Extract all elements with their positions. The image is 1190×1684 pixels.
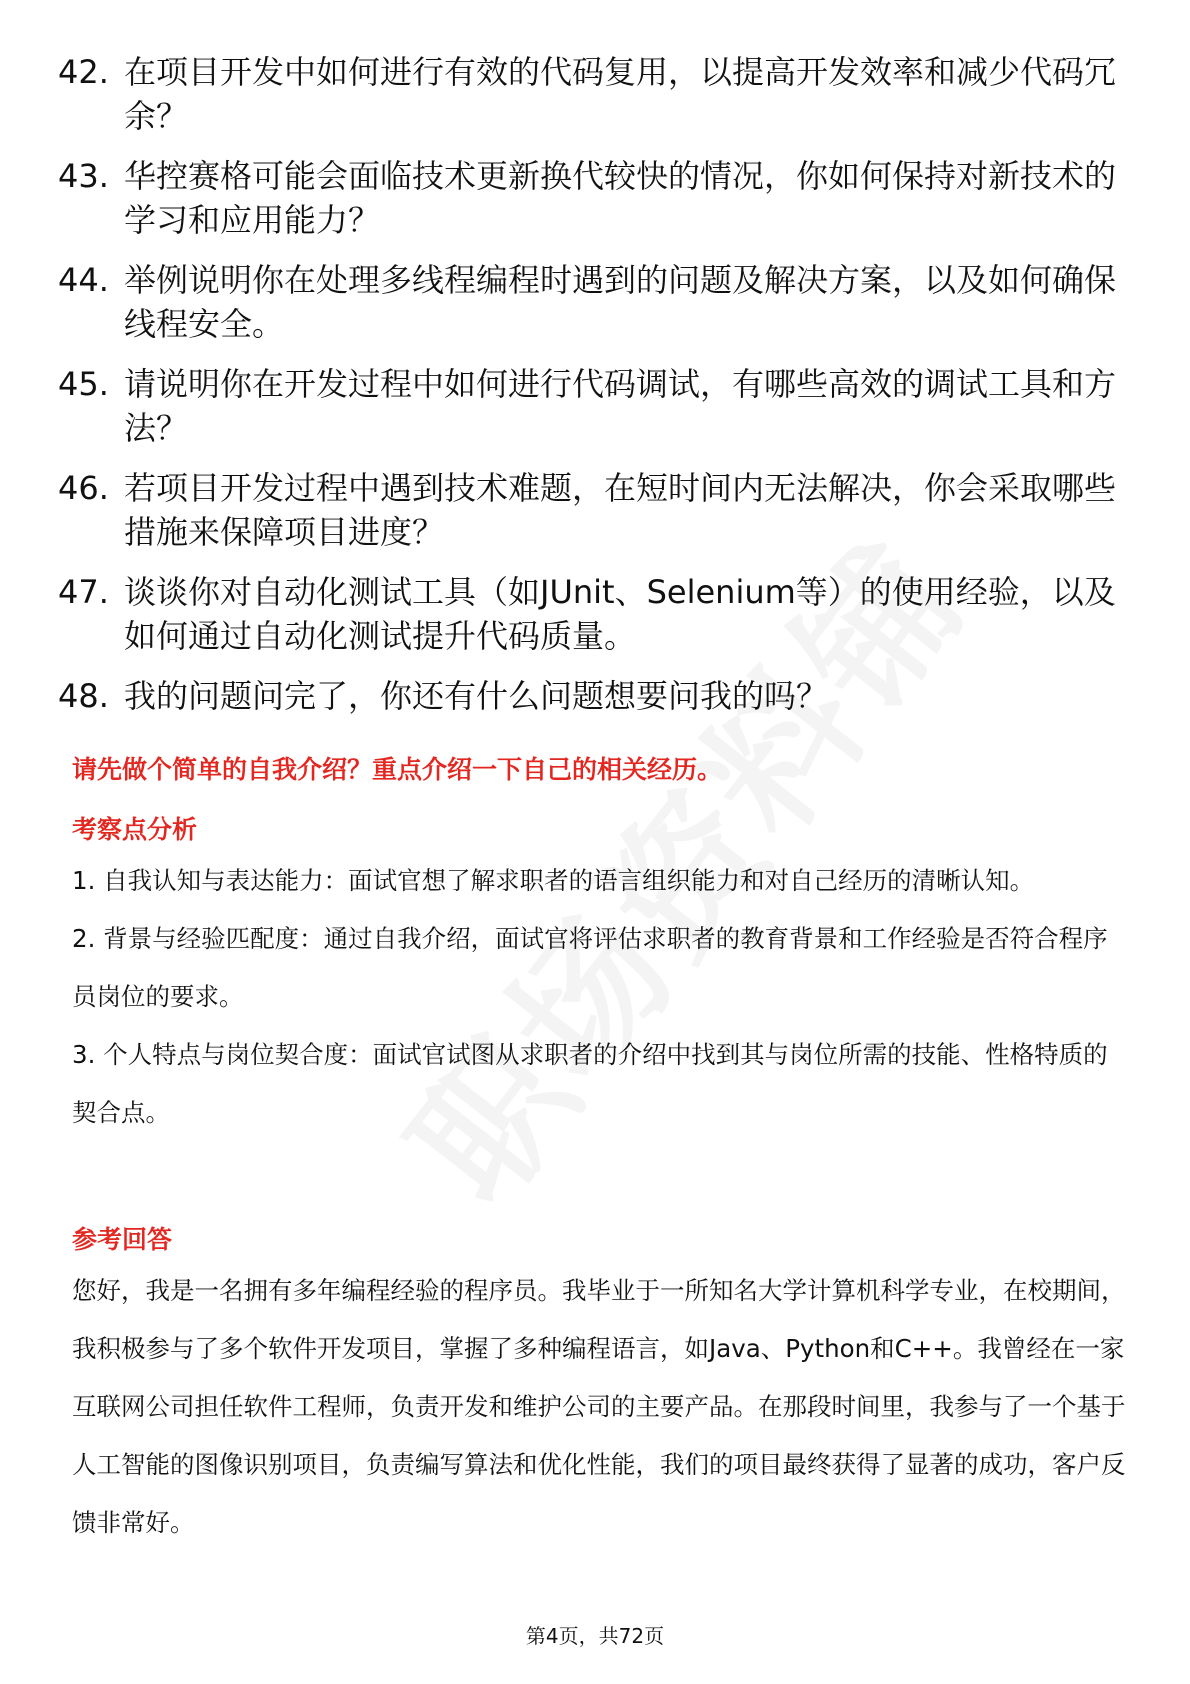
question-number: 42. [58, 53, 109, 91]
analysis-heading: 考察点分析 [72, 815, 198, 844]
question-number: 46. [58, 469, 109, 507]
answer-text: 您好，我是一名拥有多年编程经验的程序员。我毕业于一所知名大学计算机科学专业，在校期间，我积极参与了多个软件开发项目，掌握了多种编程语言，如Java、Python和C++。我曾经在一家互联网公司担任软件工程师，负责开发和维护公司的主要产品。在那段时间里，我参与了一个基于人工智能的图像识别项目，负责编写算法和优化性能，我们的项目最终获得了显著的成功，客户反馈非常好。 [72, 1276, 1126, 1537]
question-number: 44. [58, 261, 109, 299]
question-item [58, 50, 1128, 138]
question-text: 我的问题问完了，你还有什么问题想要问我的吗？ [124, 677, 829, 715]
question-text: 若项目开发过程中遇到技术难题，在短时间内无法解决，你会采取哪些措施来保障项目进度？ [124, 469, 1117, 551]
question-item [58, 570, 1128, 658]
answer-body [72, 1262, 1127, 1552]
analysis-point: 1. 自我认知与表达能力：面试官想了解求职者的语言组织能力和对自己经历的清晰认知。 [72, 866, 1035, 895]
analysis-point: 2. 背景与经验匹配度：通过自我介绍，面试官将评估求职者的教育背景和工作经验是否符合程序员岗位的要求。 [72, 924, 1108, 1011]
analysis-point: 3. 个人特点与岗位契合度：面试官试图从求职者的介绍中找到其与岗位所需的技能、性格特质的契合点。 [72, 1040, 1108, 1127]
question-number: 45. [58, 365, 109, 403]
question-text: 在项目开发中如何进行有效的代码复用，以提高开发效率和减少代码冗余？ [124, 53, 1117, 135]
question-number: 48. [58, 677, 109, 715]
question-item [58, 154, 1128, 242]
question-item [58, 258, 1128, 346]
answer-heading: 参考回答 [72, 1225, 173, 1254]
question-item [58, 466, 1128, 554]
question-item [58, 674, 1128, 718]
analysis-block [72, 812, 1127, 848]
question-text: 请说明你在开发过程中如何进行代码调试，有哪些高效的调试工具和方法？ [124, 365, 1117, 447]
interview-question-block [72, 752, 1127, 788]
question-item [58, 362, 1128, 450]
question-number: 43. [58, 157, 109, 195]
question-number: 47. [58, 573, 109, 611]
question-text: 华控赛格可能会面临技术更新换代较快的情况，你如何保持对新技术的学习和应用能力？ [124, 157, 1117, 239]
interview-question-heading: 请先做个简单的自我介绍？重点介绍一下自己的相关经历。 [72, 755, 723, 784]
page-footer: 第4页，共72页 [525, 1624, 665, 1648]
answer-block [72, 1222, 1127, 1258]
question-text: 举例说明你在处理多线程编程时遇到的问题及解决方案，以及如何确保线程安全。 [124, 261, 1117, 343]
question-list [58, 50, 1128, 734]
question-text: 谈谈你对自动化测试工具（如JUnit、Selenium等）的使用经验，以及如何通过自动化测试提升代码质量。 [124, 573, 1116, 655]
analysis-points [72, 852, 1127, 1142]
